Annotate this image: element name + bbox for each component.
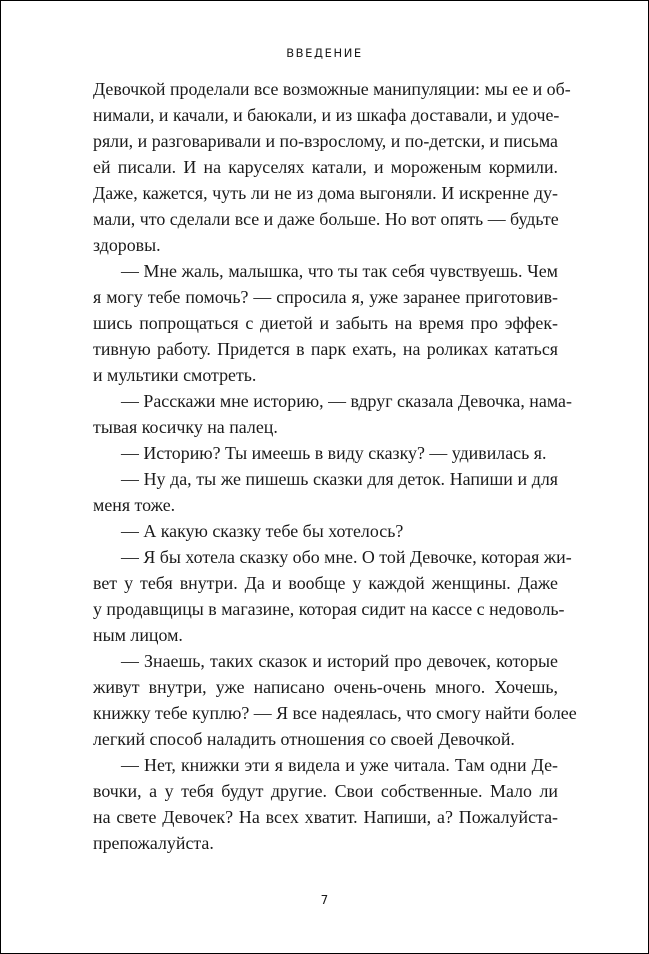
text-line: вочки, а у тебя будут другие. Свои собственные. Мало ли bbox=[93, 781, 558, 801]
text-line: я могу тебе помочь? — спросила я, уже заранее приготовив- bbox=[93, 287, 558, 307]
paragraph bbox=[93, 440, 558, 466]
text-line: ей писали. И на каруселях катали, и мороженым кормили. bbox=[93, 157, 558, 177]
text-line: мали, что сделали все и даже больше. Но вот опять — будьте bbox=[93, 209, 559, 229]
text-line: и мультики смотреть. bbox=[93, 365, 257, 385]
text-line: вет у тебя внутри. Да и вообще у каждой женщины. Даже bbox=[93, 573, 558, 593]
text-line: легкий способ наладить отношения со своей Девочкой. bbox=[93, 729, 515, 749]
text-line: — Нет, книжки эти я видела и уже читала. Там одни Де- bbox=[121, 755, 558, 775]
text-line: шись попрощаться с диетой и забыть на время про эффек- bbox=[93, 313, 558, 333]
paragraph bbox=[93, 258, 558, 388]
text-line: — Ну да, ты же пишешь сказки для деток. Напиши и для bbox=[121, 469, 558, 489]
paragraph bbox=[93, 388, 572, 440]
body-text bbox=[93, 76, 577, 856]
running-head: ВВЕДЕНИЕ bbox=[286, 46, 363, 60]
text-line: — Я бы хотела сказку обо мне. О той Девочке, которая жи- bbox=[121, 547, 572, 567]
text-line: — Расскажи мне историю, — вдруг сказала Девочка, нама- bbox=[121, 391, 572, 411]
text-line: тивную работу. Придется в парк ехать, на роликах кататься bbox=[93, 339, 558, 359]
text-line: — Мне жаль, малышка, что ты так себя чувствуешь. Чем bbox=[121, 261, 558, 281]
paragraph bbox=[93, 466, 558, 518]
text-line: — Знаешь, таких сказок и историй про девочек, которые bbox=[121, 651, 558, 671]
text-line: здоровы. bbox=[93, 235, 161, 255]
text-line: книжку тебе куплю? — Я все надеялась, что смогу найти более bbox=[93, 703, 577, 723]
text-line: тывая косичку на палец. bbox=[93, 417, 278, 437]
text-line: препожалуйста. bbox=[93, 833, 214, 853]
paragraph bbox=[93, 648, 577, 752]
paragraph bbox=[93, 544, 572, 648]
text-line: — Историю? Ты имеешь в виду сказку? — удивилась я. bbox=[121, 443, 547, 463]
text-line: ряли, и разговаривали и по-взрослому, и по-детски, и письма bbox=[93, 131, 558, 151]
text-line: ным лицом. bbox=[93, 625, 183, 645]
text-line: Девочкой проделали все возможные манипуляции: мы ее и об- bbox=[93, 79, 571, 99]
text-line: Даже, кажется, чуть ли не из дома выгоняли. И искренне ду- bbox=[93, 183, 558, 203]
paragraph bbox=[93, 76, 571, 258]
text-line: меня тоже. bbox=[93, 495, 176, 515]
text-line: на свете Девочек? На всех хватит. Напиши, а? Пожалуйста- bbox=[93, 807, 558, 827]
paragraph bbox=[93, 752, 558, 856]
page-number: 7 bbox=[320, 893, 329, 907]
paragraph bbox=[93, 518, 558, 544]
text-line: нимали, и качали, и баюкали, и из шкафа доставали, и удоче- bbox=[93, 105, 560, 125]
text-line: — А какую сказку тебе бы хотелось? bbox=[121, 521, 404, 541]
text-line: живут внутри, уже написано очень-очень много. Хочешь, bbox=[93, 677, 558, 697]
text-line: у продавщицы в магазине, которая сидит на кассе с недоволь- bbox=[93, 599, 565, 619]
